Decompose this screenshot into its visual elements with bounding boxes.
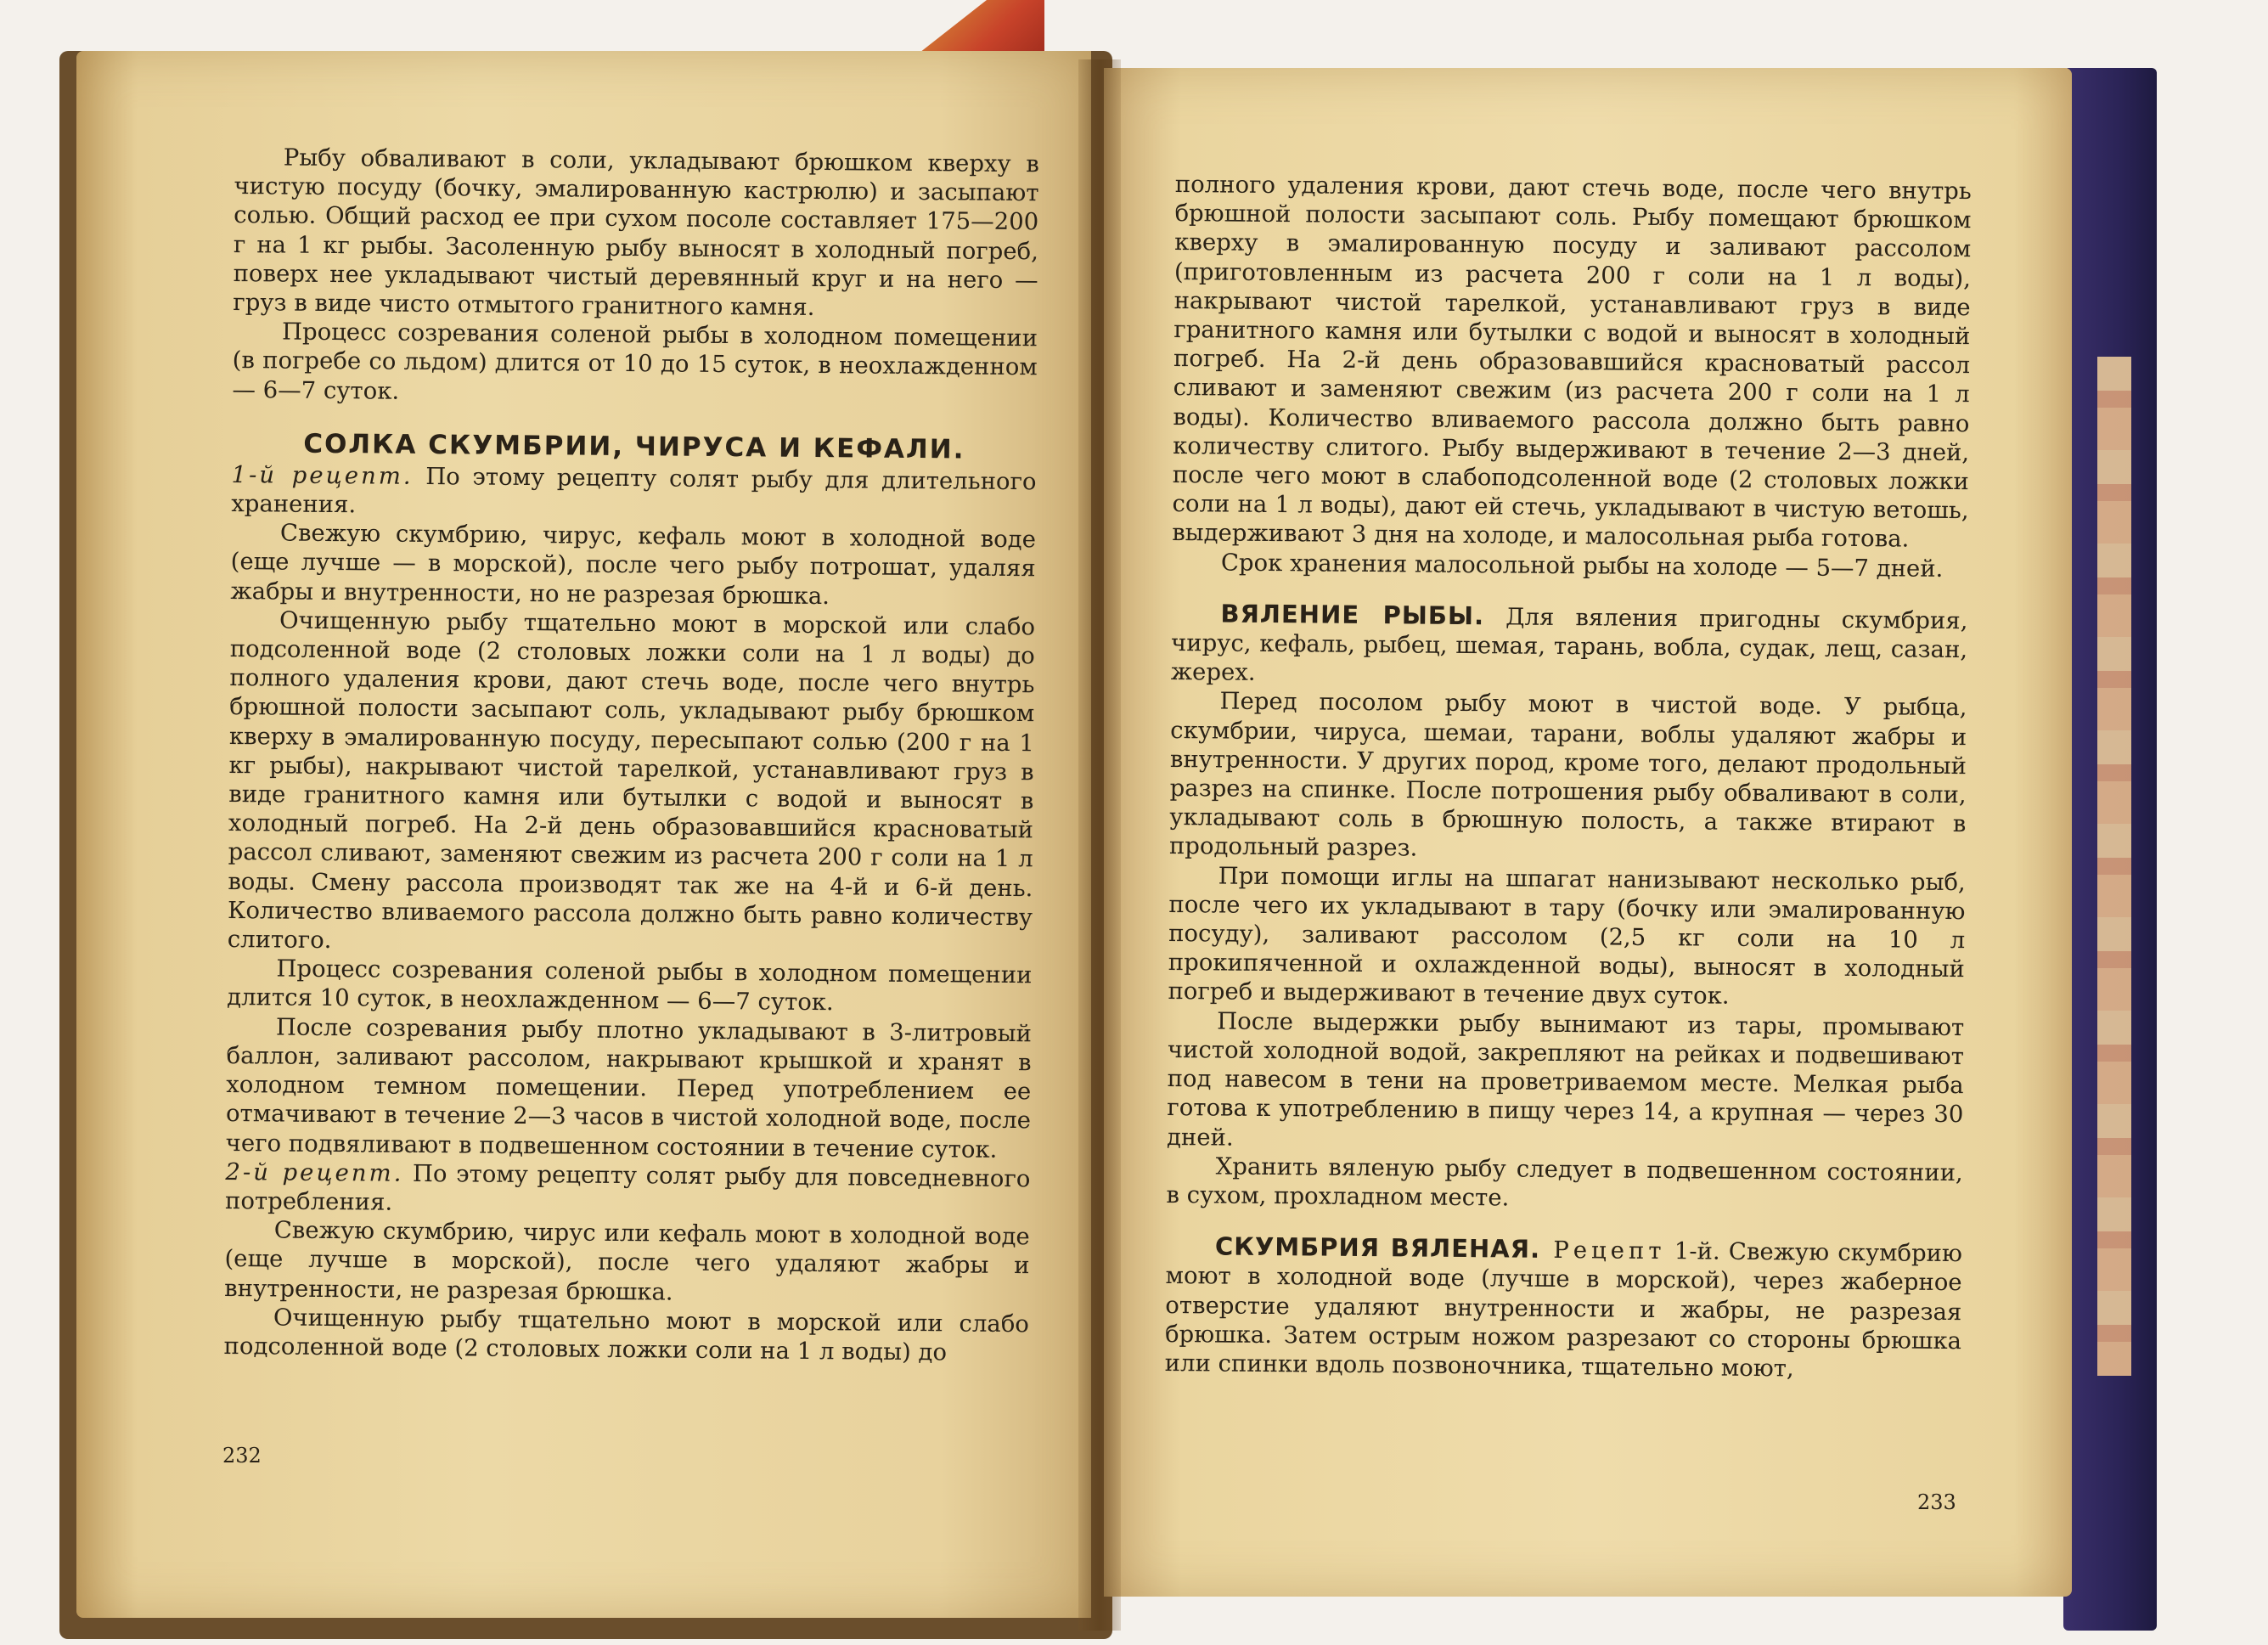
paragraph: Очищенную рыбу тщательно моют в морской или слабо подсоленной воде (2 столовых ложки соли на 1 л воды) до полного удаления крови, дают стечь воде, после чего внутрь брюшной полости засыпают соль, укладывают рыбу брюшком кверху в эмалированную посуду, пересыпают солью (200 г на 1 кг рыбы), накрывают чистой тарелкой, устанавливают груз в виде гранитного камня или бутылки с водой и выносят в холодный погреб. На 2-й день образовавшийся красноватый рассол сливают, заменяют свежим из расчета 200 г соли на 1 л воды. Смену рассола производят так же на 4-й и 6-й день. Количество вливаемого рассола должно быть равно количеству слитого. — [227, 606, 1036, 955]
paragraph: При помощи иглы на шпагат нанизывают несколько рыб, после чего их укладывают в тару (бочку или эмалированную посуду), заливают рассолом (2,5 кг соли на 10 л прокипяченной и охлажденной воды), выносят в холодный погреб и выдерживают в течение двух суток. — [1168, 862, 1966, 1011]
paragraph: Перед посолом рыбу моют в чистой воде. У рыбца, скумбрии, чируса, шемаи, тарани, воблы удаляют жабры и внутренности. У других пород, кроме того, делают продольный разрез на спинке. После потрошения рыбу обваливают в соли, укладывают соль в брюшную полость, а также втирают в продольный разрез. — [1168, 687, 1967, 862]
book-cover-pattern — [2097, 357, 2131, 1376]
paragraph: Рыбу обваливают в соли, укладывают брюшком кверху в чистую посуду (бочку, эмалированную кастрюлю) и засыпают солью. Общий расход ее при сухом посоле составляет 175—200 г на 1 кг рыбы. Засоленную рыбу выносят в холодный погреб, поверх нее укладывают чистый деревянный круг и на него — груз в виде чисто отмытого гранитного камня. — [233, 144, 1039, 321]
paragraph: Хранить вяленую рыбу следует в подвешенном состоянии, в сухом, прохладном месте. — [1166, 1152, 1963, 1212]
paragraph: Срок хранения малосольной рыбы на холоде — 5—7 дней. — [1220, 549, 1944, 583]
paragraph: Свежую скумбрию, чирус, кефаль моют в холодной воде (еще лучше — в морской), после чего рыбу потрошат, удаляя жабры и внутренности, но не разрезая брюшка. — [230, 519, 1037, 610]
paragraph: Очищенную рыбу тщательно моют в морской или слабо подсоленной воде (2 столовых ложки соли на 1 л воды) до — [223, 1304, 1030, 1366]
section-heading-inline: СКУМБРИЯ ВЯЛЕНАЯ. — [1214, 1231, 1541, 1264]
paragraph: Свежую скумбрию, чирус или кефаль моют в холодной воде (еще лучше в морской), после чего удаляют жабры и внутренности, не разрезая брюшка. — [224, 1216, 1030, 1306]
paragraph: Процесс созревания соленой рыбы в холодном помещении (в погребе со льдом) длится от 10 до 15 суток, в неохлажденном — 6—7 суток. — [232, 318, 1038, 405]
paragraph-continued: полного удаления крови, дают стечь воде, после чего внутрь брюшной полости засыпают соль. Рыбу помещают брюшком кверху в эмалированную посуду и заливают рассолом (приготовленным из расчета 200 г соли на 1 л воды), накрывают чистой тарелкой, устанавливают груз в виде гранитного камня или бутылки с водой и выносят в холодный погреб. На 2-й день образовавшийся красноватый рассол сливают и заменяют свежим (из расчета 200 г соли на 1 л воды). Количество вливаемого рассола должно быть равно количеству слитого. Рыбу выдерживают в течение 2—3 дней, после чего моют в слабоподсоленной воде (2 столовых ложки соли на 1 л воды), дают ей стечь, укладывают в чистую ветошь, выдерживают 3 дня на холоде, и малосольная рыба готова. — [1172, 170, 1972, 553]
recipe-text: По этому рецепту солят рыбу для повседневного потребления. — [224, 1159, 1031, 1216]
section-text: 1-й. Свежую скумбрию моют в холодной воде (лучше в морской), через жаберное отверстие удаляют внутренности и жабры, не разрезая брюшка. Затем острым ножом разрезают со стороны брюшка или спинки вдоль позвоночника, тщательно моют, — [1164, 1237, 1963, 1383]
recipe-text: По этому рецепту солят рыбу для длительного хранения. — [231, 462, 1037, 519]
recipe-paragraph — [231, 460, 1037, 526]
recipe-label: 2-й рецепт. — [225, 1158, 404, 1187]
right-page-text — [1165, 170, 1972, 1384]
section-heading-inline: ВЯЛЕНИЕ РЫБЫ. — [1220, 599, 1485, 631]
recipe-label: 1-й рецепт. — [231, 460, 414, 490]
section-text: Для вяления пригодны скумбрия, чирус, кефаль, рыбец, шемая, тарань, вобла, судак, лещ, сазан, жерех. — [1170, 603, 1968, 687]
section-paragraph — [1165, 1231, 1962, 1384]
left-page-number: 232 — [222, 1444, 262, 1468]
recipe-label: Рецепт — [1539, 1236, 1666, 1265]
paragraph: После созревания рыбу плотно укладывают в 3-литровый баллон, заливают рассолом, накрывают крышкой и хранят в холодном темном помещении. Перед употреблением ее отмачивают в течение 2—3 часов в чистой холодной воде, после чего подвяливают в подвешенном состоянии в течение суток. — [225, 1013, 1033, 1163]
paragraph: После выдержки рыбу вынимают из тары, промывают чистой холодной водой, закрепляют на рейках и подвешивают под навесом в тени на проветриваемом месте. Мелкая рыба готова к употреблению в пищу через 14, а крупная — через 30 дней. — [1166, 1007, 1965, 1152]
section-heading: СОЛКА СКУМБРИИ, ЧИРУСА И КЕФАЛИ. — [303, 428, 965, 465]
left-page-text — [223, 143, 1038, 1367]
right-page-number: 233 — [1917, 1490, 1956, 1514]
book-gutter — [1078, 59, 1121, 1631]
recipe-paragraph — [225, 1158, 1031, 1223]
paragraph: Процесс созревания соленой рыбы в холодном помещении длится 10 суток, в неохлажденном — 6—7 суток. — [227, 955, 1033, 1017]
section-paragraph — [1171, 599, 1968, 694]
